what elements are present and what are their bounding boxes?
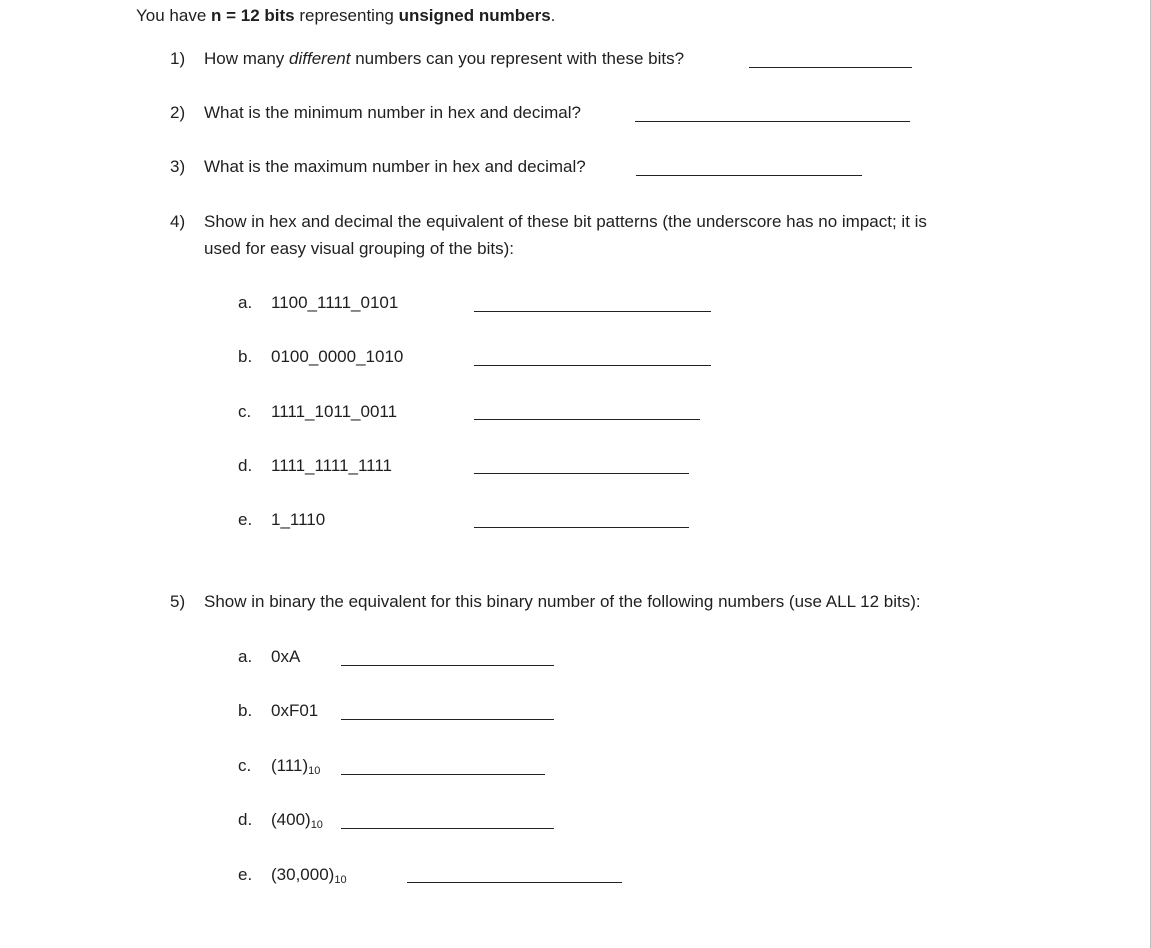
q5-number: 5) — [170, 592, 186, 611]
q4-item-label: d. — [238, 456, 253, 475]
q5-item-main: (400) — [271, 810, 311, 829]
q5-item-label: a. — [238, 647, 253, 666]
q2-text: What is the minimum number in hex and decimal? — [204, 103, 581, 122]
q5-item-value — [271, 756, 320, 776]
intro-text — [136, 6, 555, 26]
intro-part: . — [550, 6, 556, 25]
q5-item-base: 10 — [334, 874, 347, 886]
q5-item-value — [271, 647, 300, 667]
q5-item-main: (111) — [271, 756, 309, 775]
q5-item-answer-line[interactable] — [341, 665, 554, 666]
q3-text: What is the maximum number in hex and decimal? — [204, 157, 586, 176]
q5-item-label: e. — [238, 865, 253, 884]
q5-item-answer-line[interactable] — [341, 719, 554, 720]
q1-text — [204, 49, 684, 69]
q5-item-value — [271, 810, 323, 830]
q4-item-value: 1100_1111_0101 — [271, 293, 399, 312]
q5-item-label: b. — [238, 701, 253, 720]
q4-item-label: c. — [238, 402, 252, 421]
q4-item-value: 1_1110 — [271, 510, 326, 529]
q1-number: 1) — [170, 49, 186, 68]
q1-text-part: numbers can you represent with these bits? — [350, 49, 685, 68]
q5-item-base: 10 — [310, 819, 323, 831]
q4-item-answer-line[interactable] — [474, 311, 711, 312]
q4-item-answer-line[interactable] — [474, 419, 700, 420]
q5-item-value — [271, 865, 347, 885]
q4-item-answer-line[interactable] — [474, 527, 689, 528]
q1-text-italic: different — [289, 49, 351, 68]
q2-answer-line[interactable] — [635, 121, 910, 122]
intro-part: You have — [136, 6, 211, 25]
q1-answer-line[interactable] — [749, 67, 912, 68]
q4-text-line2: used for easy visual grouping of the bits): — [204, 239, 514, 258]
q3-answer-line[interactable] — [636, 175, 862, 176]
q2-number: 2) — [170, 103, 186, 122]
q5-item-label: d. — [238, 810, 253, 829]
q1-text-part: How many — [204, 49, 290, 68]
q4-item-label: b. — [238, 347, 253, 366]
q4-item-answer-line[interactable] — [474, 473, 689, 474]
intro-part: representing — [294, 6, 399, 25]
q5-text: Show in binary the equivalent for this binary number of the following numbers (use ALL 12 bits): — [204, 592, 921, 611]
q4-item-value: 1111_1011_0011 — [271, 402, 398, 421]
q5-item-answer-line[interactable] — [341, 774, 545, 775]
q4-text-line1: Show in hex and decimal the equivalent of these bit patterns (the underscore has no impact; it is — [204, 212, 927, 231]
q3-number: 3) — [170, 157, 186, 176]
q5-item-answer-line[interactable] — [341, 828, 554, 829]
q5-item-answer-line[interactable] — [407, 882, 622, 883]
q5-item-main: 0xA — [271, 647, 301, 666]
q5-item-main: (30,000) — [271, 865, 335, 884]
q5-item-label: c. — [238, 756, 252, 775]
q4-item-answer-line[interactable] — [474, 365, 711, 366]
q4-item-label: e. — [238, 510, 253, 529]
q4-item-value: 1111_1111_1111 — [271, 456, 393, 475]
q5-item-value — [271, 701, 318, 721]
q4-number: 4) — [170, 212, 186, 231]
intro-unsigned: unsigned numbers — [398, 6, 551, 25]
q4-item-label: a. — [238, 293, 253, 312]
q5-item-main: 0xF01 — [271, 701, 319, 720]
intro-n-bits: n = 12 bits — [211, 6, 295, 25]
q4-item-value: 0100_0000_1010 — [271, 347, 404, 366]
q5-item-base: 10 — [308, 765, 321, 777]
